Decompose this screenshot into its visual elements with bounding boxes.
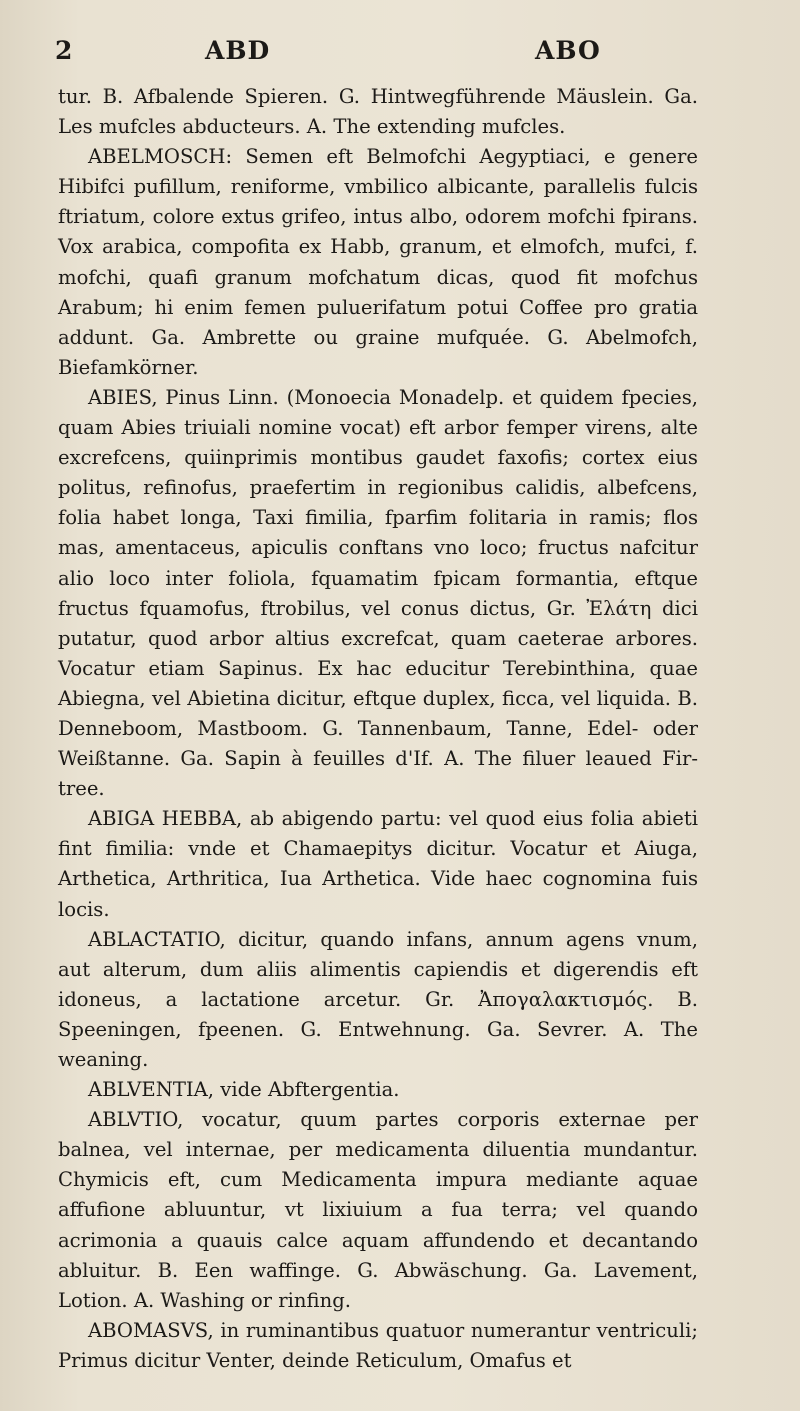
entry-continuation: tur. B. Afbalende Spieren. G. Hintwegführende Mäuslein. Ga. Les mufcles abducteurs. A. The extending mufcles. [58, 85, 698, 139]
entry-abelmosch: ABELMOSCH: Semen eft Belmofchi Aegyptiaci, e genere Hibifci pufillum, reniforme, vmbilico albicante, parallelis fulcis ftriatum, colore extus grifeo, intus albo, odorem mofchi fpirans. Vox arabica, compofita ex Habb, granum, et elmofch, mufci, f. mofchi, quafi granum mofchatum dicas, quod fit mofchus Arabum; hi enim femen puluerifatum potui Coffee pro gratia addunt. Ga. Ambrette ou graine mufquée. G. Abelmofch, Biefamkörner. [58, 145, 698, 379]
entry-ablutio: ABLVTIO, vocatur, quum partes corporis externae per balnea, vel internae, per medicamenta diluentia mundantur. Chymicis eft, cum Medicamenta impura mediante aquae affufione abluuntur, vt lixiuium a fua terra; vel quando acrimonia a quauis calce aquam affundendo et decantando abluitur. B. Een waffinge. G. Abwäschung. Ga. Lavement, Lotion. A. Washing or rinfing. [58, 1108, 698, 1312]
entry-abomasus: ABOMASVS, in ruminantibus quatuor numerantur ventriculi; Primus dicitur Venter, deinde Reticulum, Omafus et [58, 1318, 698, 1372]
page-number: 2 [55, 36, 74, 65]
entry-abiga-hebba: ABIGA HEBBA, ab abigendo partu: vel quod eius folia abieti fint fimilia: vnde et Chamaepitys dicitur. Vocatur et Aiuga, Arthetica, Arthritica, Iua Arthetica. Vide haec cognomina fuis locis. [58, 807, 698, 921]
running-head-right: ABO [535, 36, 601, 65]
dictionary-text [58, 82, 698, 1376]
running-header [55, 36, 675, 76]
entry-abies: ABIES, Pinus Linn. (Monoecia Monadelp. et quidem fpecies, quam Abies triuiali nomine vocat) eft arbor femper virens, alte excrefcens, quiinprimis montibus gaudet faxofis; cortex eius politus, refinofus, praefertim in regionibus calidis, albefcens, folia habet longa, Taxi fimilia, fparfim folitaria in ramis; flos mas, amentaceus, apiculis conftans vno loco; fructus nafcitur alio loco inter foliola, fquamatim fpicam formantia, eftque fructus fquamofus, ftrobilus, vel conus dictus, Gr. Ἐλάτη dici putatur, quod arbor altius excrefcat, quam caeterae arbores. Vocatur etiam Sapinus. Ex hac educitur Terebinthina, quae Abiegna, vel Abietina dicitur, eftque duplex, ficca, vel liquida. B. Denneboom, Mastboom. G. Tannenbaum, Tanne, Edel- oder Weißtanne. Ga. Sapin à feuilles d'If. A. The filuer leaued Fir-tree. [58, 385, 698, 801]
entry-ablactatio: ABLACTATIO, dicitur, quando infans, annum agens vnum, aut alterum, dum aliis alimentis capiendis et digerendis eft idoneus, a lactatione arcetur. Gr. Ἀπογαλακτισμός. B. Speeningen, fpeenen. G. Entwehnung. Ga. Sevrer. A. The weaning. [58, 927, 698, 1071]
running-head-left: ABD [205, 36, 271, 65]
entry-abluentia: ABLVENTIA, vide Abftergentia. [88, 1078, 400, 1102]
